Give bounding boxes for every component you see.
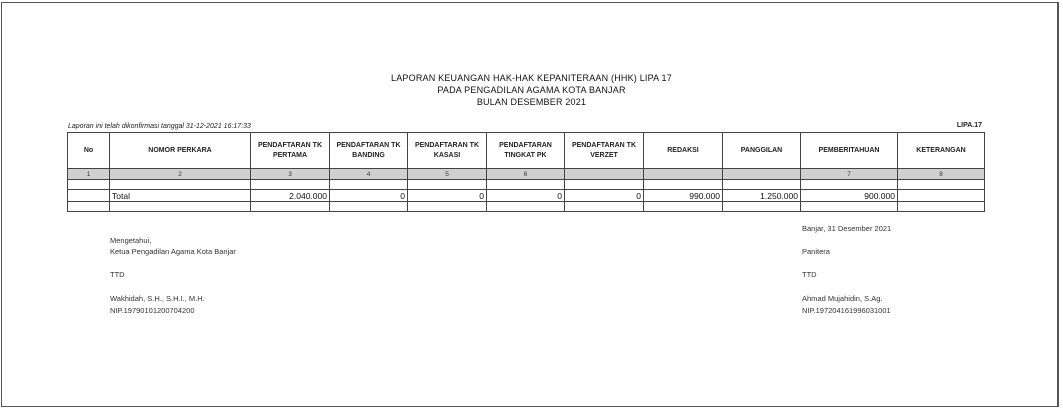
col-number: 1 (68, 169, 110, 180)
col-header-no: No (68, 133, 110, 169)
col-header-pendaftaran-pk: PENDAFTARAN TINGKAT PK (487, 133, 565, 169)
empty-row (68, 180, 985, 190)
report-code: LIPA.17 (956, 122, 982, 129)
sig-left-nip: NIP.19790101200704200 (110, 306, 195, 315)
col-header-panggilan: PANGGILAN (723, 133, 801, 169)
total-panggilan: 1.250.000 (723, 190, 801, 202)
total-keterangan (898, 190, 985, 202)
sig-right-name: Ahmad Mujahidin, S.Ag. (802, 294, 883, 303)
title-line-1: LAPORAN KEUANGAN HAK-HAK KEPANITERAAN (HHK) LIPA 17 (391, 73, 672, 83)
col-header-pendaftaran-banding: PENDAFTARAN TK BANDING (330, 133, 408, 169)
total-pendaftaran-verzet: 0 (565, 190, 644, 202)
col-number: 3 (251, 169, 330, 180)
empty-row (68, 202, 985, 212)
col-header-pemberitahuan: PEMBERITAHUAN (801, 133, 898, 169)
col-number (723, 169, 801, 180)
total-redaksi: 990.000 (644, 190, 723, 202)
sig-right-role: Panitera (802, 247, 830, 256)
column-number-row (68, 169, 985, 180)
sig-right-nip: NIP.197204161996031001 (802, 306, 891, 315)
report-title (0, 72, 1063, 108)
sig-left-name: Wakhidah, S.H., S.H.I., M.H. (110, 294, 205, 303)
col-number (644, 169, 723, 180)
sig-right-place-date: Banjar, 31 Desember 2021 (802, 224, 892, 233)
total-pendaftaran-pk: 0 (487, 190, 565, 202)
sig-left-acknowledge: Mengetahui, (110, 236, 152, 245)
sig-left-title: Ketua Pengadilan Agama Kota Banjar (110, 247, 236, 256)
title-line-2: PADA PENGADILAN AGAMA KOTA BANJAR (437, 85, 626, 95)
col-header-redaksi: REDAKSI (644, 133, 723, 169)
table-header-row (68, 133, 985, 169)
sig-right-ttd: TTD (802, 270, 817, 279)
col-number: 6 (487, 169, 565, 180)
confirmation-note: Laporan ini telah dikonfirmasi tanggal 31-12-2021 16:17:33 (68, 123, 251, 130)
col-header-pendaftaran-pertama: PENDAFTARAN TK PERTAMA (251, 133, 330, 169)
col-number: 7 (801, 169, 898, 180)
col-number: 4 (330, 169, 408, 180)
col-header-nomor-perkara: NOMOR PERKARA (110, 133, 251, 169)
col-header-pendaftaran-kasasi: PENDAFTARAN TK KASASI (408, 133, 487, 169)
total-label: Total (110, 190, 251, 202)
total-pendaftaran-pertama: 2.040.000 (251, 190, 330, 202)
col-number: 8 (898, 169, 985, 180)
total-pendaftaran-kasasi: 0 (408, 190, 487, 202)
report-table (67, 132, 985, 212)
total-pendaftaran-banding: 0 (330, 190, 408, 202)
title-line-3: BULAN DESEMBER 2021 (476, 97, 587, 107)
col-number: 5 (408, 169, 487, 180)
col-header-pendaftaran-verzet: PENDAFTARAN TK VERZET (565, 133, 644, 169)
total-no-cell (68, 190, 110, 202)
sig-left-ttd: TTD (110, 270, 125, 279)
col-number (565, 169, 644, 180)
total-pemberitahuan: 900.000 (801, 190, 898, 202)
total-row (68, 190, 985, 202)
col-number: 2 (110, 169, 251, 180)
col-header-keterangan: KETERANGAN (898, 133, 985, 169)
